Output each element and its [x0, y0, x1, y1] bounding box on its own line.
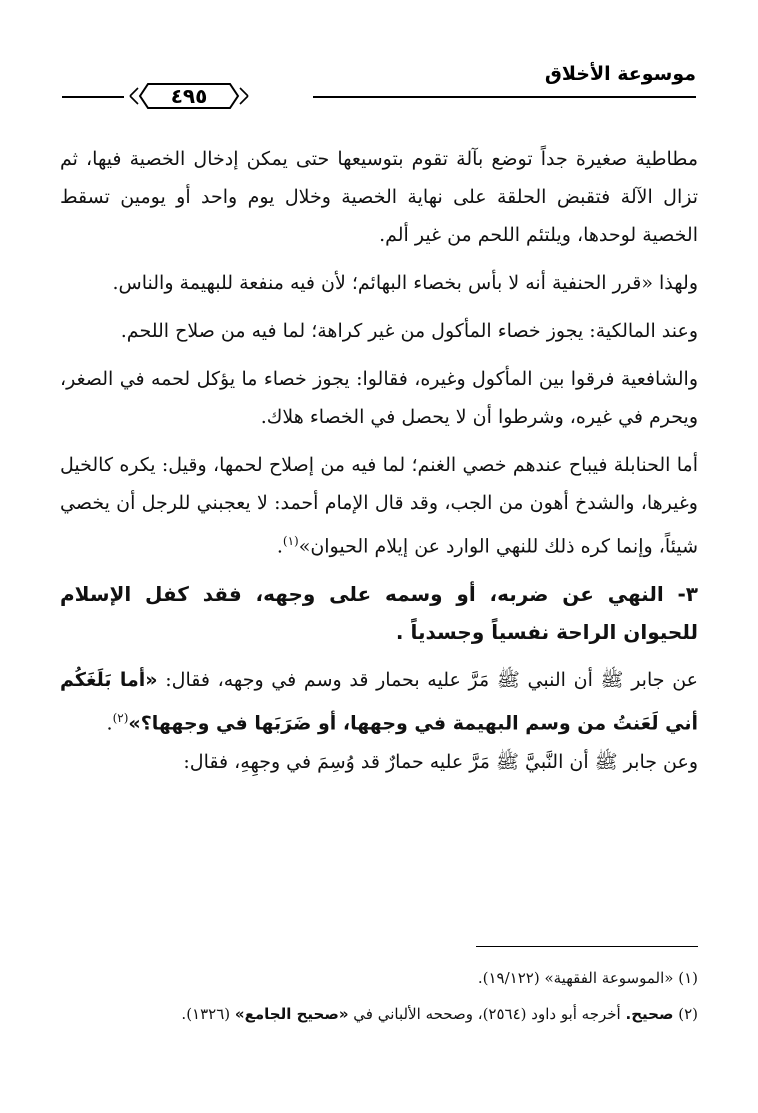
paragraph-hanbali [60, 446, 698, 565]
paragraph-hadith-1 [60, 661, 698, 742]
paragraph-maliki: وعند المالكية: يجوز خصاء المأكول من غير كراهة؛ لما فيه من صلاح اللحم. [120, 320, 698, 342]
hadith-end: . [106, 712, 113, 735]
section-heading: ٣- النهي عن ضربه، أو وسمه على وجهه، فقد كفل الإسلام للحيوان الراحة نفسياً وجسدياً . [60, 582, 698, 645]
book-title: موسوعة الأخلاق [544, 63, 696, 85]
paragraph-castration-method: مطاطية صغيرة جداً توضع بآلة تقوم بتوسيعها حتى يمكن إدخال الخصية فيها، ثم تزال الآلة فتقبض الحلقة على نهاية الخصية وخلال يوم واحد أو يومين تسقط الخصية لوحدها، ويلتئم اللحم من غير ألم. [60, 148, 698, 246]
footnote-2 [60, 996, 698, 1032]
footnote-1-text: «الموسوعة الفقهية» (١٩/١٢٢). [477, 969, 674, 987]
footnote-2-number: (٢) [678, 1005, 698, 1023]
paragraph-hanbali-text: أما الحنابلة فيباح عندهم خصي الغنم؛ لما فيه من إصلاح لحمها، وقيل: يكره كالخيل وغيرها، والشدخ أهون من الجب، وقد قال الإمام أحمد: لا يعجبني للرجل أن يخصي شيئاً، وإنما كره ذلك للنهي الوارد عن إيلام الحيوان» [60, 454, 698, 558]
footnote-2-source: «صحيح الجامع» [234, 1005, 349, 1023]
footnote-separator [476, 946, 698, 947]
footnote-1-number: (١) [678, 969, 698, 987]
page-header [62, 60, 696, 108]
hadith-intro: عن جابر ﷺ أن النبي ﷺ مَرَّ عليه بحمار قد وسم في وجهه، فقال: [165, 669, 698, 692]
paragraph-hanafi: ولهذا «قرر الحنفية أنه لا بأس بخصاء البهائم؛ لأن فيه منفعة للبهيمة والناس. [112, 272, 698, 294]
footnote-ref-1: (١) [282, 534, 299, 548]
page-number-badge [126, 80, 252, 112]
footnote-2-text: أخرجه أبو داود (٢٥٦٤)، وصححه الألباني في [353, 1005, 621, 1023]
header-rule-left [62, 96, 124, 98]
footnote-1 [60, 960, 698, 996]
footnotes [60, 960, 698, 1032]
footnote-2-ref: (١٣٢٦). [181, 1005, 231, 1023]
header-rule-right [313, 96, 696, 98]
footnote-ref-2: (٢) [112, 711, 129, 726]
main-text [60, 140, 698, 781]
hadith-quote: «أما بَلَغَكُم أني لَعَنتُ من وسم البهيمة في وجهها، أو ضَرَبَها في وجهها؟» [60, 669, 698, 735]
footnote-2-grade: صحيح. [625, 1005, 674, 1023]
paragraph-shafii: والشافعية فرقوا بين المأكول وغيره، فقالوا: يجوز خصاء ما يؤكل لحمه في الصغر، ويحرم في غيره، وشرطوا أن لا يحصل في الخصاء هلاك. [60, 368, 698, 428]
page-number: ٤٩٥ [170, 84, 208, 108]
paragraph-hanbali-end: . [276, 535, 283, 558]
paragraph-hadith-2: وعن جابر ﷺ أن النَّبيَّ ﷺ مَرَّ عليه حمارٌ قد وُسِمَ في وجهِهِ، فقال: [183, 750, 698, 773]
